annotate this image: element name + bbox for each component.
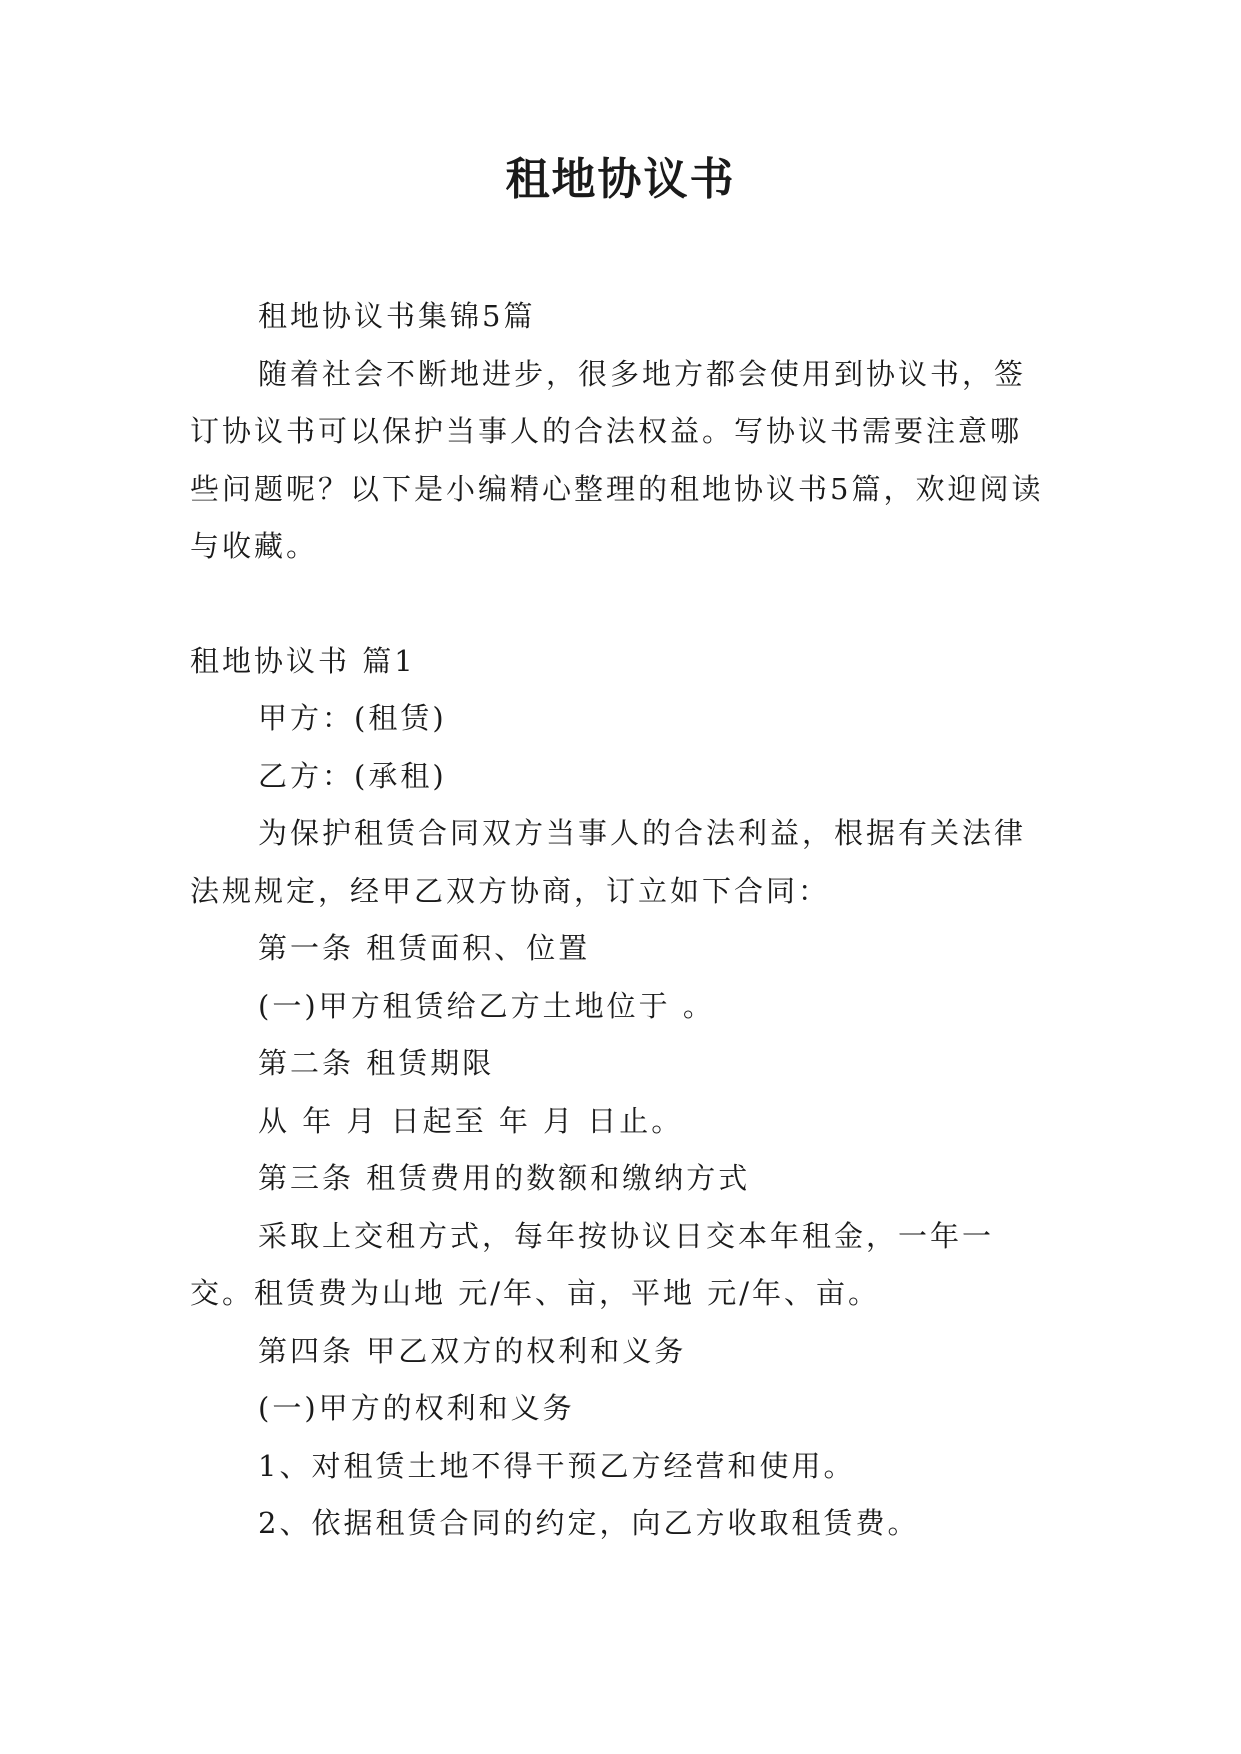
article-2-title: 第二条 租赁期限 [258,1046,495,1080]
article-1-title: 第一条 租赁面积、位置 [258,931,591,965]
section-heading: 租地协议书 篇1 [190,643,416,678]
document-title: 租地协议书 [505,154,736,205]
party-a: 甲方：(租赁) [258,701,447,735]
intro-paragraph: 随着社会不断地进步，很多地方都会使用到协议书，签订协议书可以保护当事人的合法权益。写协议书需要注意哪些问题呢？以下是小编精心整理的租地协议书5篇，欢迎阅读与收藏。 [190,356,1044,563]
article-1-item-1: (一)甲方租赁给乙方土地位于 。 [258,988,715,1023]
article-2-text: 从 年 月 日起至 年 月 日止。 [258,1103,684,1138]
article-3-title: 第三条 租赁费用的数额和缴纳方式 [258,1161,751,1195]
article-3-text: 采取上交租方式，每年按协议日交本年租金，一年一交。租赁费为山地 元/年、亩，平地 元/年、亩。 [190,1218,995,1310]
intro-subtitle: 租地协议书集锦5篇 [258,299,536,333]
party-b: 乙方：(承租) [258,758,447,793]
document-body [190,288,1050,1553]
article-4-subsection: (一)甲方的权利和义务 [258,1391,575,1425]
section-spacer [190,576,1050,633]
article-4-item-2: 2、依据租赁合同的约定，向乙方收取租赁费。 [258,1506,920,1540]
article-4-item-1: 1、对租赁土地不得干预乙方经营和使用。 [258,1448,856,1483]
preamble-paragraph: 为保护租赁合同双方当事人的合法利益，根据有关法律法规规定，经甲乙双方协商，订立如下合同： [190,816,1027,908]
article-4-title: 第四条 甲乙双方的权利和义务 [258,1333,687,1368]
